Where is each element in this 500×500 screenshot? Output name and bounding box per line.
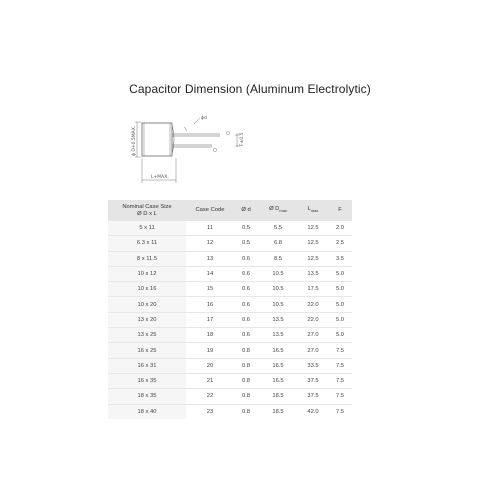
- capacitor-drawing: [120, 100, 260, 190]
- cell-case-size: 13 x 25: [108, 328, 186, 343]
- cell-l-max: 37.5: [298, 389, 328, 404]
- table-row: [108, 312, 352, 327]
- cell-l-max: 22.0: [298, 297, 328, 312]
- cell-l-max: 12.5: [298, 236, 328, 251]
- cell-case-code: 18: [186, 328, 234, 343]
- cell-lead-diameter: 0.8: [234, 343, 258, 358]
- cell-case-code: 23: [206, 408, 214, 415]
- cell-l-max: 13.5: [298, 266, 328, 281]
- header-nominal-case-size: [108, 200, 186, 221]
- cell-case-code: 21: [186, 373, 234, 388]
- cell-case-size: 10 x 16: [108, 282, 186, 297]
- lead-diameter-label: ϕd: [201, 116, 207, 121]
- header-lmax-sub: max: [310, 208, 319, 214]
- cell-case-code: 15: [186, 282, 234, 297]
- table-row: [108, 236, 352, 251]
- header-size-line2: Ø D x L: [137, 210, 157, 217]
- cell-case-code: 17: [186, 312, 234, 327]
- cell-case-size: 5 x 11: [108, 221, 186, 236]
- header-d-max: [258, 200, 298, 221]
- table-row: [108, 389, 352, 404]
- cell-lead-diameter: 0.6: [234, 266, 258, 281]
- cell-lead-spacing: 5.0: [328, 312, 352, 327]
- cell-case-code: 13: [186, 251, 234, 266]
- cell-lead-diameter: 0.8: [234, 358, 258, 373]
- cell-lead-spacing: 7.5: [328, 358, 352, 373]
- page-title: Capacitor Dimension (Aluminum Electrolytic): [129, 82, 371, 96]
- cell-lead-spacing: 7.5: [328, 373, 352, 388]
- cell-case-code: 12: [186, 236, 234, 251]
- table-row: [108, 282, 352, 297]
- cell-l-max: 17.5: [298, 282, 328, 297]
- cell-lead-diameter: 0.8: [241, 408, 251, 415]
- header-dmax-sub: max: [279, 208, 287, 214]
- length-label: L+MAX.: [151, 175, 169, 180]
- cell-d-max: 6.8: [258, 236, 298, 251]
- cell-case-code: 11: [186, 221, 234, 236]
- cell-case-code: 20: [186, 358, 234, 373]
- cell-lead-spacing: 3.5: [328, 251, 352, 266]
- cell-d-max: 10.5: [258, 297, 298, 312]
- cell-d-max: 18.5: [272, 408, 284, 415]
- cell-d-max: 5.5: [258, 221, 298, 236]
- cell-lead-diameter: 0.5: [234, 221, 258, 236]
- dimension-table: [108, 200, 352, 419]
- cell-d-max: 13.5: [258, 328, 298, 343]
- header-case-code: Case Code: [186, 200, 234, 221]
- header-lead-diameter: Ø d: [234, 200, 258, 221]
- cell-case-size: 18 x 35: [108, 389, 186, 404]
- header-lmax-base: L: [307, 206, 311, 213]
- cell-l-max: 22.0: [298, 312, 328, 327]
- cell-case-size: 10 x 12: [108, 266, 186, 281]
- cell-lead-spacing: 5.0: [328, 297, 352, 312]
- cell-d-max: 16.5: [258, 358, 298, 373]
- cell-d-max: 10.5: [258, 266, 298, 281]
- table-row: [108, 251, 352, 266]
- cell-case-size: 18 x 40: [108, 404, 186, 419]
- cell-d-max: 18.5: [258, 389, 298, 404]
- cell-lead-spacing: 5.0: [328, 266, 352, 281]
- table-row: [108, 328, 352, 343]
- cell-d-max: 16.5: [258, 343, 298, 358]
- table-row: [108, 404, 352, 419]
- table-row: [108, 297, 352, 312]
- lead-spacing-label: F±0.5: [240, 132, 245, 146]
- cell-case-size: 8 x 11.5: [108, 251, 186, 266]
- cell-case-size: 16 x 35: [108, 373, 186, 388]
- cell-lead-spacing: 7.5: [335, 408, 345, 415]
- cell-lead-diameter: 0.6: [234, 312, 258, 327]
- cell-lead-spacing: 7.5: [328, 343, 352, 358]
- cell-case-size: 10 x 20: [108, 297, 186, 312]
- plus-mark-icon: [213, 148, 216, 151]
- cell-lead-diameter: 0.8: [234, 389, 258, 404]
- cell-l-max: 27.0: [298, 343, 328, 358]
- cell-d-max: 13.5: [258, 312, 298, 327]
- table-row: [108, 266, 352, 281]
- cell-case-code: 22: [186, 389, 234, 404]
- header-l-max: [298, 200, 328, 221]
- cell-l-max: 27.0: [298, 328, 328, 343]
- table-header-row: [108, 200, 352, 221]
- cell-d-max: 8.5: [258, 251, 298, 266]
- cell-lead-diameter: 0.6: [234, 282, 258, 297]
- capacitor-body: [142, 123, 172, 156]
- header-lead-spacing: F: [328, 200, 352, 221]
- cell-case-code: 14: [186, 266, 234, 281]
- table-row: [108, 373, 352, 388]
- cell-d-max: 16.5: [258, 373, 298, 388]
- cell-l-max: 42.0: [307, 408, 319, 415]
- cell-lead-diameter: 0.8: [234, 373, 258, 388]
- table-row: [108, 343, 352, 358]
- minus-mark-icon: [226, 131, 229, 134]
- cell-case-code: 16: [186, 297, 234, 312]
- cell-case-size: 16 x 25: [108, 343, 186, 358]
- cell-lead-spacing: 5.0: [328, 282, 352, 297]
- cell-l-max: 12.5: [298, 251, 328, 266]
- cell-lead-spacing: 5.0: [328, 328, 352, 343]
- cell-lead-spacing: 2.0: [328, 221, 352, 236]
- cell-lead-spacing: 2.5: [328, 236, 352, 251]
- cell-l-max: 33.5: [298, 358, 328, 373]
- cell-case-size: 6.3 x 11: [108, 236, 186, 251]
- cell-lead-diameter: 0.5: [234, 236, 258, 251]
- cell-d-max: 10.5: [258, 282, 298, 297]
- cell-case-code: 19: [186, 343, 234, 358]
- table-row: [108, 221, 352, 236]
- cell-lead-diameter: 0.6: [234, 328, 258, 343]
- table-row: [108, 358, 352, 373]
- cell-lead-spacing: 7.5: [328, 389, 352, 404]
- cell-case-size: 16 x 31: [108, 358, 186, 373]
- cell-lead-diameter: 0.6: [234, 297, 258, 312]
- cell-l-max: 37.5: [298, 373, 328, 388]
- header-size-line1: Nominal Case Size: [122, 203, 172, 210]
- body-diameter-label: ϕ D+0.5MAX.: [132, 125, 137, 156]
- cell-l-max: 12.5: [298, 221, 328, 236]
- cell-lead-diameter: 0.6: [234, 251, 258, 266]
- cell-case-size: 13 x 20: [108, 312, 186, 327]
- capacitor-dimension-diagram: [120, 100, 260, 190]
- header-dmax-base: Ø D: [269, 206, 280, 213]
